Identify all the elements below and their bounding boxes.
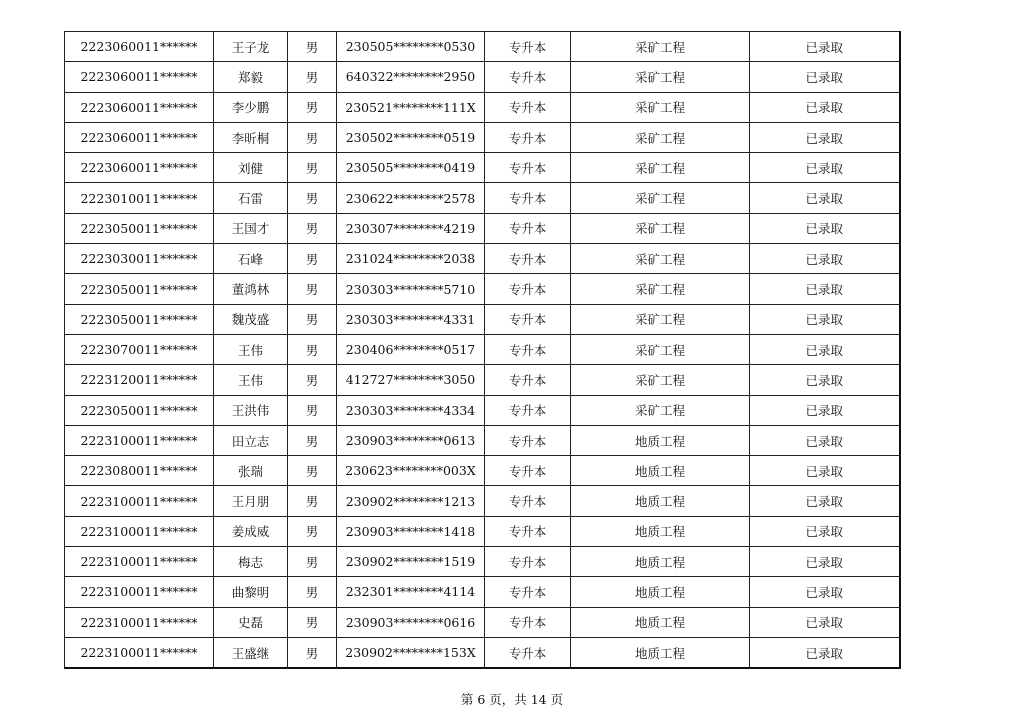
major-cell: 采矿工程 [571,92,750,122]
status-cell: 已录取 [750,183,900,213]
major-cell: 采矿工程 [571,183,750,213]
id-number-cell: 230505********0419 [337,153,485,183]
major-cell: 地质工程 [571,516,750,546]
table-row [65,637,900,668]
id-number-cell: 230622********2578 [337,183,485,213]
admission-table [64,31,901,669]
major-cell: 地质工程 [571,456,750,486]
name-cell: 王月朋 [214,486,288,516]
table-row [65,516,900,546]
gender-cell: 男 [288,637,337,668]
major-cell: 地质工程 [571,547,750,577]
status-cell: 已录取 [750,486,900,516]
name-cell: 郑毅 [214,62,288,92]
student-id-cell: 2223030011****** [65,244,214,274]
level-cell: 专升本 [485,304,571,334]
status-cell: 已录取 [750,32,900,62]
id-number-cell: 232301********4114 [337,577,485,607]
table-row [65,92,900,122]
name-cell: 张瑞 [214,456,288,486]
student-id-cell: 2223060011****** [65,122,214,152]
major-cell: 采矿工程 [571,62,750,92]
gender-cell: 男 [288,92,337,122]
status-cell: 已录取 [750,92,900,122]
name-cell: 王洪伟 [214,395,288,425]
gender-cell: 男 [288,486,337,516]
major-cell: 地质工程 [571,637,750,668]
table-row [65,274,900,304]
table-row [65,425,900,455]
status-cell: 已录取 [750,395,900,425]
id-number-cell: 230502********0519 [337,122,485,152]
table-row [65,244,900,274]
id-number-cell: 230505********0530 [337,32,485,62]
page-number-footer: 第 6 页，共 14 页 [460,692,564,707]
id-number-cell: 231024********2038 [337,244,485,274]
table-row [65,456,900,486]
major-cell: 采矿工程 [571,395,750,425]
student-id-cell: 2223100011****** [65,637,214,668]
name-cell: 李少鹏 [214,92,288,122]
major-cell: 地质工程 [571,425,750,455]
status-cell: 已录取 [750,153,900,183]
level-cell: 专升本 [485,486,571,516]
id-number-cell: 230903********0613 [337,425,485,455]
status-cell: 已录取 [750,304,900,334]
id-number-cell: 230902********153X [337,637,485,668]
table-row [65,122,900,152]
student-id-cell: 2223060011****** [65,32,214,62]
admission-table-container [64,31,899,668]
major-cell: 地质工程 [571,486,750,516]
id-number-cell: 230521********111X [337,92,485,122]
student-id-cell: 2223070011****** [65,334,214,364]
major-cell: 地质工程 [571,577,750,607]
table-row [65,213,900,243]
level-cell: 专升本 [485,607,571,637]
gender-cell: 男 [288,122,337,152]
level-cell: 专升本 [485,425,571,455]
major-cell: 采矿工程 [571,274,750,304]
id-number-cell: 230623********003X [337,456,485,486]
gender-cell: 男 [288,395,337,425]
table-row [65,395,900,425]
table-row [65,577,900,607]
status-cell: 已录取 [750,547,900,577]
id-number-cell: 412727********3050 [337,365,485,395]
student-id-cell: 2223060011****** [65,92,214,122]
gender-cell: 男 [288,153,337,183]
level-cell: 专升本 [485,274,571,304]
level-cell: 专升本 [485,153,571,183]
id-number-cell: 640322********2950 [337,62,485,92]
name-cell: 李昕桐 [214,122,288,152]
id-number-cell: 230303********4331 [337,304,485,334]
table-row [65,607,900,637]
student-id-cell: 2223100011****** [65,577,214,607]
status-cell: 已录取 [750,213,900,243]
table-row [65,486,900,516]
major-cell: 采矿工程 [571,213,750,243]
table-row [65,365,900,395]
name-cell: 王伟 [214,365,288,395]
major-cell: 采矿工程 [571,365,750,395]
level-cell: 专升本 [485,213,571,243]
name-cell: 王伟 [214,334,288,364]
gender-cell: 男 [288,183,337,213]
name-cell: 田立志 [214,425,288,455]
name-cell: 董鸿林 [214,274,288,304]
id-number-cell: 230903********0616 [337,607,485,637]
gender-cell: 男 [288,516,337,546]
student-id-cell: 2223060011****** [65,62,214,92]
student-id-cell: 2223080011****** [65,456,214,486]
gender-cell: 男 [288,274,337,304]
major-cell: 地质工程 [571,607,750,637]
id-number-cell: 230406********0517 [337,334,485,364]
gender-cell: 男 [288,365,337,395]
status-cell: 已录取 [750,365,900,395]
gender-cell: 男 [288,334,337,364]
level-cell: 专升本 [485,577,571,607]
name-cell: 石雷 [214,183,288,213]
student-id-cell: 2223100011****** [65,516,214,546]
status-cell: 已录取 [750,62,900,92]
name-cell: 王国才 [214,213,288,243]
gender-cell: 男 [288,425,337,455]
student-id-cell: 2223050011****** [65,395,214,425]
level-cell: 专升本 [485,365,571,395]
major-cell: 采矿工程 [571,334,750,364]
table-row [65,304,900,334]
level-cell: 专升本 [485,244,571,274]
table-body [65,32,900,669]
name-cell: 梅志 [214,547,288,577]
level-cell: 专升本 [485,334,571,364]
status-cell: 已录取 [750,516,900,546]
table-row [65,153,900,183]
student-id-cell: 2223100011****** [65,486,214,516]
status-cell: 已录取 [750,244,900,274]
status-cell: 已录取 [750,334,900,364]
name-cell: 石峰 [214,244,288,274]
student-id-cell: 2223010011****** [65,183,214,213]
id-number-cell: 230903********1418 [337,516,485,546]
table-row [65,62,900,92]
table-row [65,183,900,213]
gender-cell: 男 [288,547,337,577]
status-cell: 已录取 [750,607,900,637]
level-cell: 专升本 [485,92,571,122]
status-cell: 已录取 [750,637,900,668]
id-number-cell: 230303********4334 [337,395,485,425]
level-cell: 专升本 [485,122,571,152]
gender-cell: 男 [288,577,337,607]
name-cell: 姜成威 [214,516,288,546]
major-cell: 采矿工程 [571,32,750,62]
level-cell: 专升本 [485,547,571,577]
name-cell: 王盛继 [214,637,288,668]
id-number-cell: 230902********1213 [337,486,485,516]
student-id-cell: 2223100011****** [65,607,214,637]
id-number-cell: 230307********4219 [337,213,485,243]
status-cell: 已录取 [750,122,900,152]
student-id-cell: 2223050011****** [65,274,214,304]
table-row [65,547,900,577]
gender-cell: 男 [288,304,337,334]
gender-cell: 男 [288,32,337,62]
name-cell: 魏茂盛 [214,304,288,334]
student-id-cell: 2223050011****** [65,304,214,334]
level-cell: 专升本 [485,395,571,425]
name-cell: 刘健 [214,153,288,183]
gender-cell: 男 [288,244,337,274]
level-cell: 专升本 [485,183,571,213]
name-cell: 曲黎明 [214,577,288,607]
status-cell: 已录取 [750,274,900,304]
student-id-cell: 2223120011****** [65,365,214,395]
name-cell: 史磊 [214,607,288,637]
id-number-cell: 230902********1519 [337,547,485,577]
student-id-cell: 2223100011****** [65,547,214,577]
table-row [65,32,900,62]
student-id-cell: 2223050011****** [65,213,214,243]
status-cell: 已录取 [750,456,900,486]
gender-cell: 男 [288,62,337,92]
level-cell: 专升本 [485,62,571,92]
gender-cell: 男 [288,213,337,243]
level-cell: 专升本 [485,637,571,668]
major-cell: 采矿工程 [571,122,750,152]
major-cell: 采矿工程 [571,244,750,274]
status-cell: 已录取 [750,425,900,455]
name-cell: 王子龙 [214,32,288,62]
level-cell: 专升本 [485,516,571,546]
major-cell: 采矿工程 [571,304,750,334]
level-cell: 专升本 [485,456,571,486]
gender-cell: 男 [288,456,337,486]
gender-cell: 男 [288,607,337,637]
student-id-cell: 2223100011****** [65,425,214,455]
id-number-cell: 230303********5710 [337,274,485,304]
level-cell: 专升本 [485,32,571,62]
major-cell: 采矿工程 [571,153,750,183]
student-id-cell: 2223060011****** [65,153,214,183]
status-cell: 已录取 [750,577,900,607]
table-row [65,334,900,364]
